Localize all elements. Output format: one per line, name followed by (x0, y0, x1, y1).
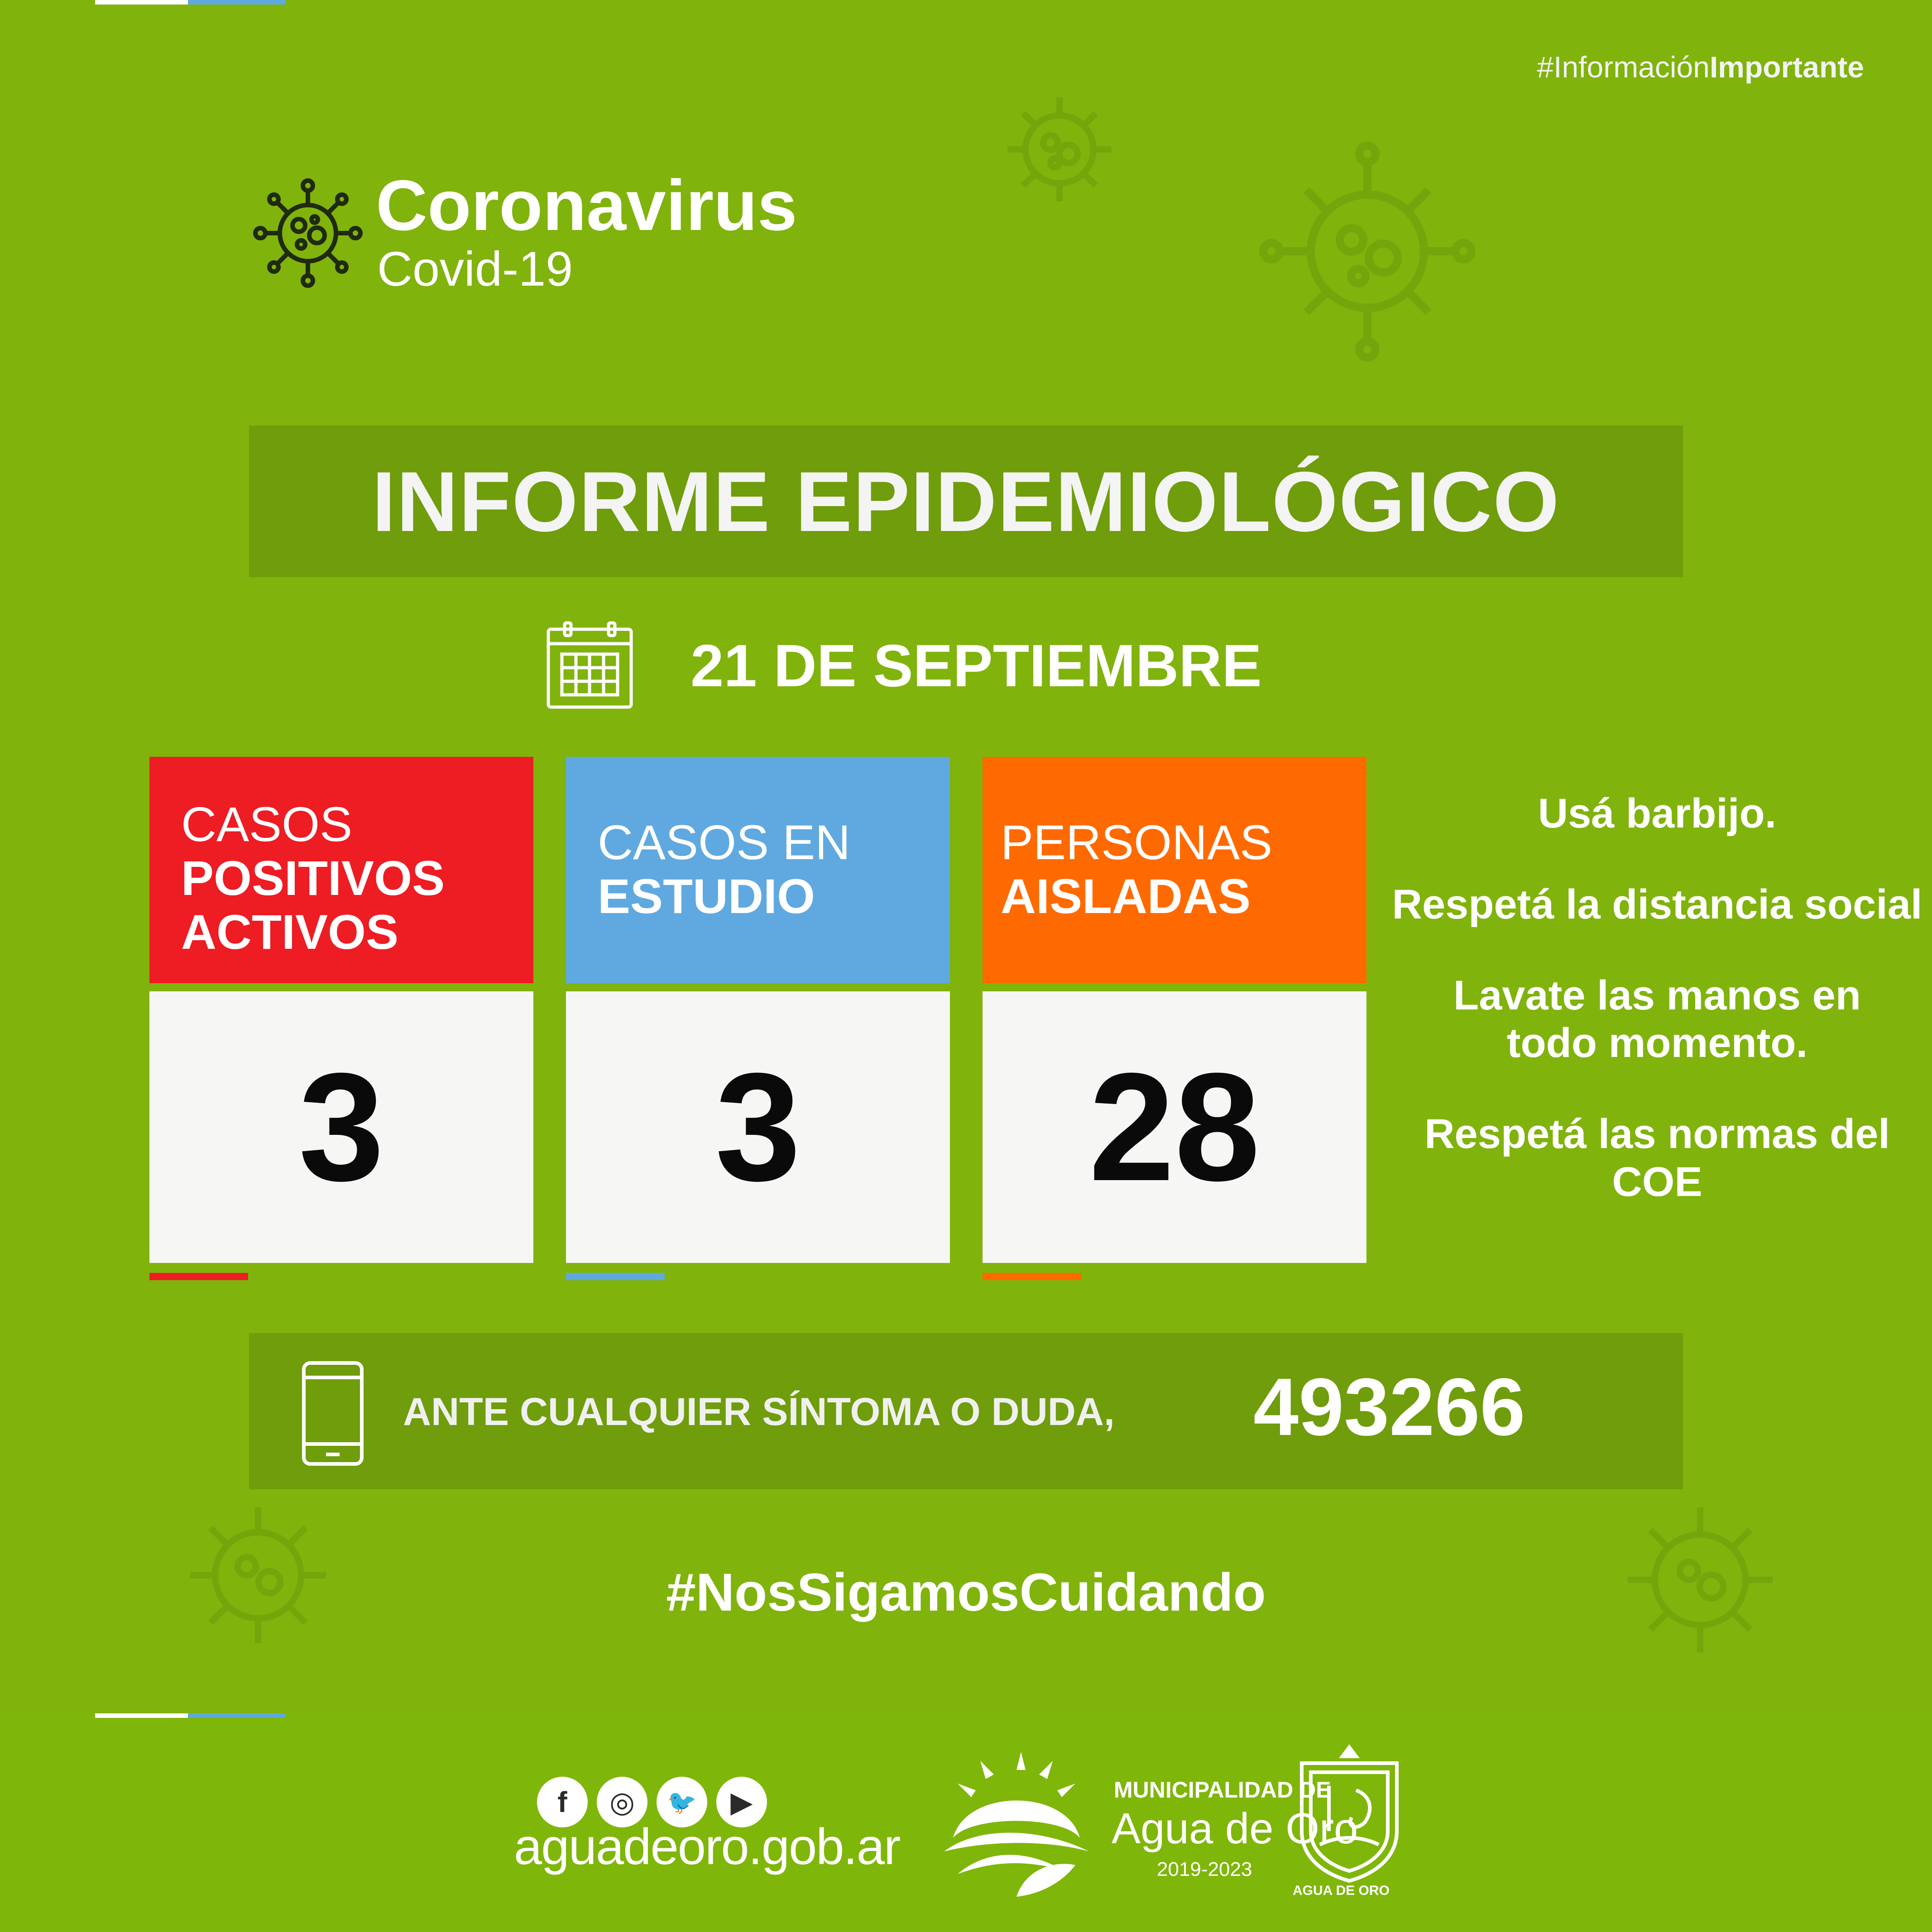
website-link[interactable]: aguadeoro.gob.ar (514, 1818, 900, 1875)
card-label-line1: CASOS (181, 797, 353, 851)
instagram-glyph: ◎ (609, 1785, 635, 1818)
hashtag-nos-sigamos-cuidando: #NosSigamosCuidando (666, 1563, 1266, 1622)
sun-logo-icon (926, 1738, 1107, 1910)
card-value: 3 (715, 1041, 801, 1213)
card-header (983, 757, 1366, 983)
prevention-tips (1383, 790, 1931, 1249)
brand-title: Coronavirus (376, 166, 797, 245)
card-underline (149, 1273, 248, 1280)
municipality-name: Agua de Oro (1112, 1804, 1358, 1853)
footer-strip-white (95, 1713, 188, 1718)
card-header (566, 757, 950, 983)
hashtag-prefix: #Información (1537, 50, 1710, 84)
card-header (149, 757, 533, 983)
hashtag-informacion-importante (1537, 50, 1864, 84)
tip-item: Usá barbijo. (1538, 790, 1777, 837)
contact-text: ANTE CUALQUIER SÍNTOMA O DUDA, (403, 1390, 1115, 1434)
virus-decoration-icon (996, 86, 1123, 213)
report-banner (249, 426, 1683, 577)
coronavirus-icon (251, 177, 364, 290)
calendar-icon (546, 620, 634, 710)
card-label-line2: POSITIVOS (181, 850, 445, 905)
contact-number[interactable]: 493266 (1253, 1362, 1525, 1453)
card-label-line1: PERSONAS (1001, 815, 1273, 870)
report-title: INFORME EPIDEMIOLÓGICO (372, 454, 1560, 549)
virus-decoration-icon (1259, 140, 1476, 362)
card-value: 28 (1088, 1041, 1261, 1213)
municipality-label: MUNICIPALIDAD DE (1114, 1777, 1331, 1803)
card-label-line3: ACTIVOS (181, 904, 399, 959)
card-underline (566, 1273, 665, 1280)
top-strip-white (95, 0, 188, 5)
hashtag-bold: Importante (1709, 50, 1864, 84)
tip-item: Respetá las normas del COE (1424, 1111, 1890, 1205)
card-isolated (983, 757, 1366, 1263)
coat-of-arms-icon (1293, 1741, 1406, 1894)
tip-item: Respetá la distancia social (1392, 881, 1922, 928)
contact-bar (249, 1333, 1683, 1489)
card-label-line2: AISLADAS (1001, 868, 1251, 923)
seal-label: AGUA DE ORO (1293, 1883, 1390, 1898)
youtube-glyph: ▶ (730, 1785, 753, 1818)
card-body (149, 991, 533, 1263)
phone-icon (301, 1360, 364, 1467)
card-under-study (566, 757, 950, 1263)
tip-item: Lavate las manos en todo momento. (1453, 972, 1861, 1066)
municipality-years: 2019-2023 (1157, 1858, 1252, 1880)
card-label-line2: ESTUDIO (598, 868, 815, 923)
card-positive-active (149, 757, 533, 1263)
card-label-line1: CASOS EN (598, 815, 851, 870)
report-date: 21 DE SEPTIEMBRE (690, 632, 1262, 699)
card-value: 3 (298, 1041, 384, 1213)
brand-subtitle: Covid-19 (377, 241, 573, 296)
twitter-glyph: 🐦 (667, 1789, 697, 1816)
card-underline (983, 1273, 1081, 1280)
top-strip-blue (188, 0, 285, 5)
card-body (983, 991, 1366, 1263)
footer-strip-blue (188, 1713, 285, 1718)
card-body (566, 991, 950, 1263)
facebook-glyph: f (557, 1786, 567, 1818)
